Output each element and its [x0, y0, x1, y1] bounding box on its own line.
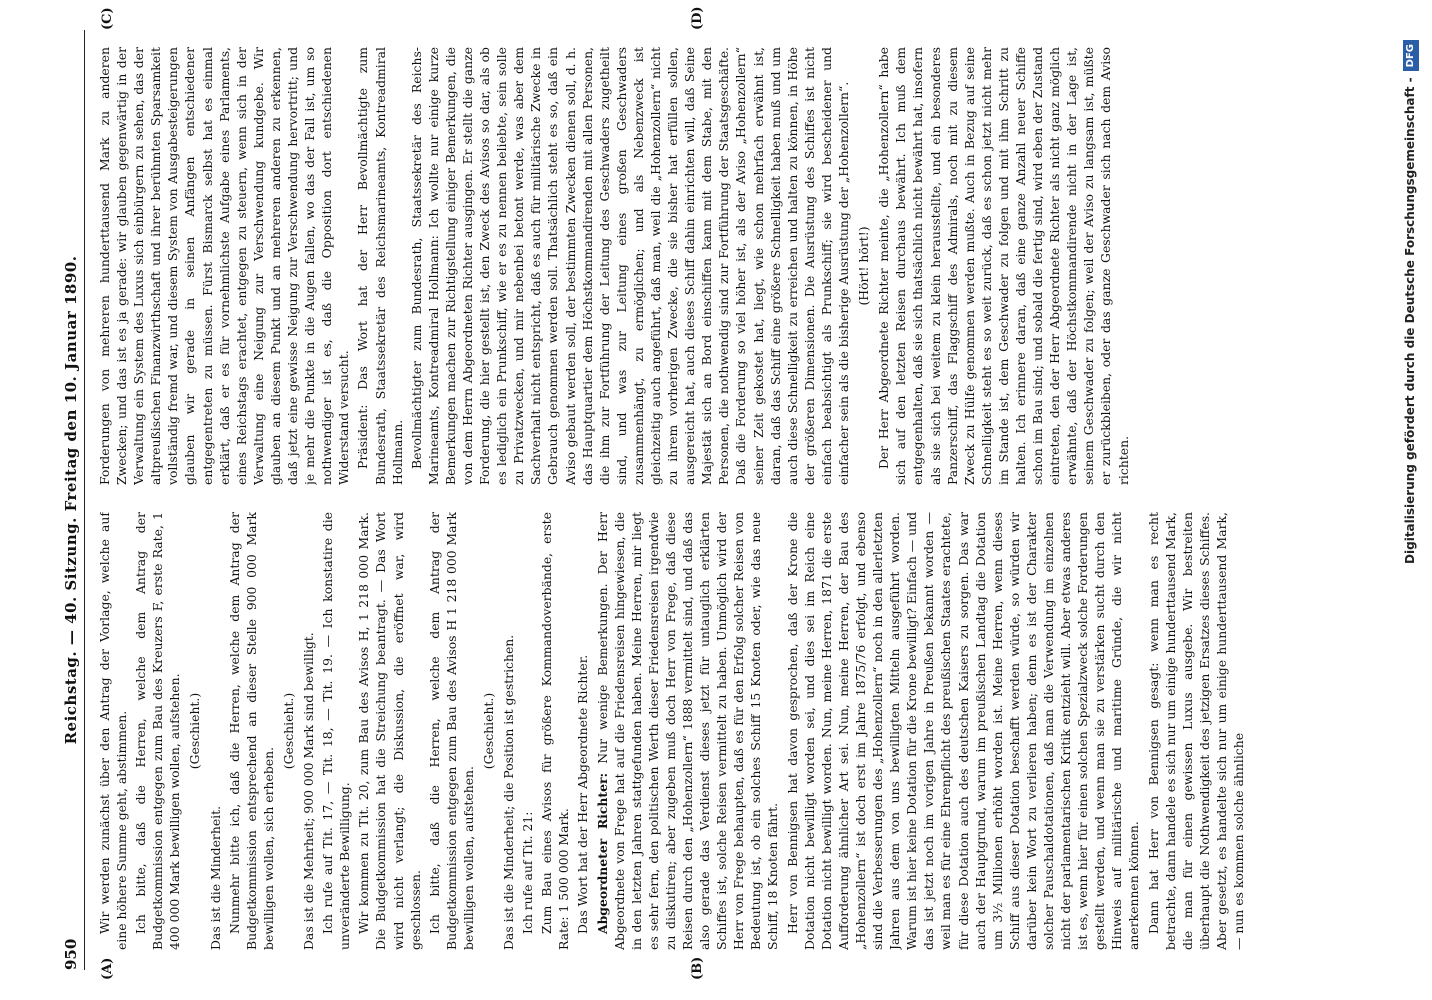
speech-paragraph [594, 512, 782, 950]
speech-text: Nur wenige Bemerkungen. Der Herr Abgeordnete von Frege hat auf die Friedensreisen hingewiesen, die in den letzten Jahren stattgefunden haben. Meine Herren, mir liegt es sehr fern, den politischen Werth dieser Friedensreisen irgendwie zu diskutiren; aber zugeben muß doch Herr von Frege, daß diese Reisen durch den „Hohenzollern“ 1888 vermittelt sind, und daß das also gerade das Verdienst dieses jetzt für untauglich erklärten Schiffes ist, solche Reisen vermittelt zu haben. Unmöglich wird der Herr von Frege behaupten, daß es für den Erfolg solcher Reisen von Bedeutung ist, ob ein solches Schiff 15 Knoten oder, wie das neue Schiff, 18 Knoten fährt. [594, 512, 781, 950]
speaker-name: Abgeordneter Richter: [594, 772, 610, 934]
paragraph: Dann hat Herr von Bennigsen gesagt: wenn man es recht betrachte, dann handele es sich nur um einige hunderttausend Mark, die man für einen gewissen Luxus ausgebe. Wir bestreiten überhaupt die Nothwendigkeit des jetzigen Ersatzes dieses Schiffes. Aber gesetzt, es handelte sich nur um einige hunderttausend Mark, — nun es kommen solche ähnliche [1145, 512, 1246, 950]
dfg-logo: DFG [1403, 40, 1419, 71]
paragraph: Der Herr Abgeordnete Richter meinte, die „Hohenzollern“ habe sich auf den letzten Reisen durchaus bewährt. Ich muß dem entgegenhalten, daß sie sich thatsächlich nicht bewährt hat, insofern als sie sich bei weitem zu klein herausstellte, und ein besonderes Panzerschiff, das Flaggschiff des Admirals, noch mit zu diesem Zweck zu Hülfe genommen werden mußte. Auch in Bezug auf seine Schnelligkeit steht es so weit zurück, daß es schon jetzt nicht mehr im Stande ist, dem Geschwader zu folgen und mit ihm Schritt zu halten. Ich erinnere daran, daß eine ganze Anzahl neuer Schiffe schon im Bau sind; und sobald die fertig sind, wird eben der Zustand eintreten, den der Herr Abgeordnete Richter als nicht ganz möglich erwähnte, daß der Höchstkommandirende nicht in der Lage ist, seinem Geschwader zu folgen; weil der Aviso zu langsam ist, müßte er zurückbleiben, oder das ganze Geschwader sich nach dem Aviso richten. [876, 47, 1131, 485]
funding-text: Digitalisierung gefördert durch die Deutsche Forschungsgemeinschaft - [1403, 77, 1417, 564]
paragraph: Das Wort hat der Herr Abgeordnete Richter. [575, 654, 591, 934]
paragraph: Präsident: Das Wort hat der Herr Bevollmächtigte zum Bundesrath, Staatssekretär des Reichsmarineamts, Kontreadmiral Hollmann. [355, 47, 405, 485]
stage-direction: (Hört! hört!) [856, 226, 872, 306]
paragraph: Wir kommen zu Tit. 20, zum Bau des Avisos H, 1 218 000 Mark. Die Budgetkommission hat die Streichung beantragt. — Das Wort wird nicht verlangt; die Diskussion, die eröffnet war, wird geschlossen. [356, 512, 423, 950]
margin-mark-c: (C) [100, 7, 115, 30]
digitization-sidebar [1388, 0, 1432, 1000]
paragraph: Forderungen von mehreren hunderttausend Mark zu anderen Zwecken; und das ist es ja gerade: wir glauben gegenwärtig in der Verwaltung ein System des Luxus sich einbürgern zu sehen, das der altpreußischen Finanzwirthschaft und ihrer berühmten Sparsamkeit vollständig fremd war, und diesem System von Ausgabesteigerungen glauben wir gerade in seinen Anfängen entschiedener entgegentreten zu müssen. Fürst Bismarck selbst hat es einmal erklärt, daß er es für vornehmlichste Aufgabe eines Parlaments, eines Reichstags erachtet, entgegen zu steuern, wenn sich in der Verwaltung eine Neigung zur Verschwendung kundgebe. Wir glauben an diesem Punkt und an mehreren anderen zu erkennen, daß jetzt eine gewisse Neigung zur Verschwendung hervortritt; und je mehr die Punkte in die Augen fallen, wo das der Fall ist, um so nothwendiger ist es, daß die Opposition dort entschiedenen Widerstand versucht. [97, 47, 352, 485]
page-header [62, 30, 84, 970]
paragraph: Das ist die Minderheit. [207, 805, 223, 950]
paragraph: Bevollmächtigter zum Bundesrath, Staatssekretär des Reichs-Marineamts, Kontreadmiral Hollmann: Ich wollte nur einige kurze Bemerkungen machen zur Richtigstellung einiger Bemerkungen, die von dem Herrn Abgeordneten Richter ausgingen. Er stellt die ganze Forderung, die hier gestellt ist, den Zweck des Avisos so dar, als ob es lediglich ein Prunkschiff, wie er es zu nennen beliebte, sein solle zu Privatzwecken, und mir nebenbei betont werde, was aber dem Sachverhalt nicht entspricht, daß es auch für militärische Zwecke in Gebrauch genommen werden soll. Thatsächlich steht es so, daß ein Aviso gebaut werden soll, der bestimmten Zwecken dienen soll, d. h. das Hauptquartier dem Höchstkommandirenden mit allen Personen, die ihm zur Fortführung der Leitung des Geschwaders zugetheilt sind, und was zur Leitung eines großen Geschwaders zusammenhängt, zu ermöglichen; und als Nebenzweck ist gleichzeitig auch angeführt, daß man, weil die „Hohenzollern“ nicht zu ihrem vorherigen Zwecke, die sie bisher hat erfüllen sollen, ausgereicht hat, auch dieses Schiff dahin einrichten will, daß Seine Majestät sich an Bord einschiffen kann mit dem Stabe, mit den Personen, die nothwendig sind zur Fortführung der Staatsgeschäfte. Daß die Forderung so viel höher ist, als der Aviso „Hohenzollern“ seiner Zeit gekostet hat, liegt, wie schon mehrfach erwähnt ist, daran, daß das Schiff eine größere Schnelligkeit haben muß und um auch diese Schnelligkeit zu erreichen und halten zu können, in Höhe der größeren Dimensionen. Die Ausrüstung des Schiffes ist nicht einfach beabsichtigt als Prunkschiff; sie wird bescheidener und einfacher sein als die bisherige Ausrüstung der „Hohenzollern“. [408, 47, 852, 485]
page-title: Reichstag. — 40. Sitzung. Freitag den 10. Januar 1890. [62, 255, 80, 745]
paragraph: Zum Bau eines Avisos für größere Kommandoverbände, erste Rate: 1 500 000 Mark. [539, 512, 572, 950]
left-column [96, 512, 1386, 950]
margin-mark-b: (B) [690, 956, 705, 980]
margin-mark-a: (A) [100, 957, 115, 980]
stage-direction: (Geschieht.) [280, 692, 296, 770]
paragraph: Nunmehr bitte ich, daß die Herren, welche dem Antrag der Budgetkommission entsprechend an dieser Stelle 900 000 Mark bewilligen wollen, sich erheben. [226, 512, 276, 950]
margin-mark-d: (D) [690, 6, 705, 30]
paragraph: Ich rufe auf Tit. 21: [520, 811, 536, 934]
funding-note [1388, 0, 1432, 1000]
right-column [96, 47, 1386, 485]
paragraph: Ich rufe auf Tit. 17, — Tit. 18, — Tit. 19. — Ich konstatire die unveränderte Bewilligung. [320, 512, 353, 950]
stage-direction: (Geschieht.) [187, 692, 203, 770]
paragraph: Ich bitte, daß die Herren, welche dem Antrag der Budgetkommission entgegen zum Bau des Avisos H 1 218 000 Mark bewilligen wollen, aufstehen. [426, 512, 476, 950]
paragraph: Das ist die Minderheit; die Position ist gestrichen. [501, 634, 517, 950]
paragraph: Herr von Bennigsen hat davon gesprochen, daß der Krone die Dotation nicht bewilligt worden sei, und dies sei im Reich eine Dotation nicht bewilligt worden. Nun, meine Herren, 1871 die erste Aufforderung ähnlicher Art sei. Nun, meine Herren, der Bau des „Hohenzollern“ ist doch erst im Jahre 1875/76 erfolgt, und ebenso sind die Verbesserungen des „Hohenzollern“ noch in den allerletzten Jahren aus dem von uns bewilligten Mitteln ausgeführt worden. Warum ist hier keine Dotation für die Krone bewilligt? Einfach — und das ist jetzt noch im vorigen Jahre in Preußen bekannt worden — weil man es für eine Ehrenpflicht des preußischen Staates erachtete, für diese Dotation auch des deutschen Kaisers zu sorgen. Das war auch der Hauptgrund, warum im preußischen Landtag die Dotation um 3½ Millionen erhöht worden ist. Meine Herren, wenn dieses Schiff aus dieser Dotation beschafft werden würde, so würden wir darüber kein Wort zu verlieren haben; denn es ist der Charakter solcher Pauschaldotationen, daß man die Verwendung im einzelnen nicht der parlamentarischen Kritik entzieht will. Aber etwas anderes ist es, wenn hier für einen solchen Spezialzweck solche Forderungen gestellt werden, und wenn man sie zu verstärken sucht durch den Hinweis auf militärische und maritime Gründe, die wir nicht anerkennen können. [784, 512, 1142, 950]
page-number: 950 [62, 938, 80, 970]
stage-direction: (Geschieht.) [480, 692, 496, 770]
paragraph: Wir werden zunächst über den Antrag der Vorlage, welche auf eine höhere Summe geht, abstimmen. [97, 512, 130, 950]
header-rule [84, 30, 85, 970]
paragraph: Ich bitte, daß die Herren, welche dem Antrag der Budgetkommission entgegen zum Bau des Kreuzers F, erste Rate, 1 400 000 Mark bewilligen wollen, aufstehen. [133, 512, 183, 950]
paragraph: Das ist die Mehrheit; 900 000 Mark sind bewilligt. [301, 632, 317, 950]
